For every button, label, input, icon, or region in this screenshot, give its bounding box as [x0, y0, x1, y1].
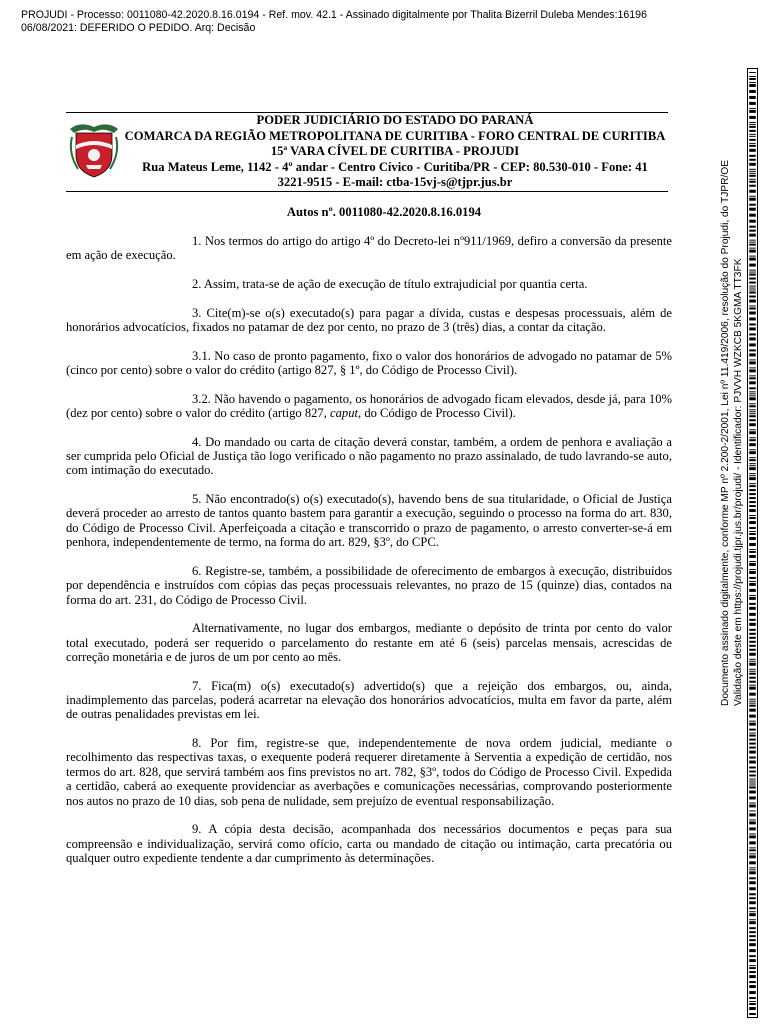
- barcode-stripe: [749, 155, 756, 157]
- barcode-stripe: [749, 292, 756, 294]
- barcode-stripe: [749, 1007, 756, 1010]
- side-line-2: Validação deste em https://projudi.tjpr.jus.br/projudi/ - Identificador: PJVVH WZKCB 5KGMA TT3FK: [732, 258, 744, 706]
- barcode-stripe: [749, 429, 756, 430]
- barcode-stripe: [749, 703, 756, 704]
- barcode-stripe: [749, 796, 756, 799]
- barcode-stripe: [749, 949, 756, 952]
- barcode-stripe: [749, 451, 756, 454]
- barcode-stripe: [749, 867, 756, 868]
- barcode-stripe: [749, 739, 756, 741]
- barcode-stripe: [749, 833, 756, 834]
- barcode-stripe: [749, 645, 756, 647]
- barcode-stripe: [749, 250, 756, 253]
- barcode-stripe: [749, 897, 756, 899]
- barcode-stripe: [749, 367, 756, 368]
- barcode-stripe: [749, 244, 756, 246]
- barcode-stripe: [749, 214, 756, 217]
- barcode-stripe: [749, 699, 756, 700]
- barcode-stripe: [749, 669, 756, 670]
- barcode-stripe: [749, 72, 756, 73]
- barcode-stripe: [749, 173, 756, 174]
- barcode-stripe: [749, 134, 756, 135]
- barcode-stripe: [749, 751, 756, 754]
- barcode-stripe: [749, 381, 756, 384]
- barcode-stripe: [749, 96, 756, 99]
- barcode-stripe: [749, 577, 756, 579]
- barcode-stripe: [749, 465, 756, 466]
- barcode-stripe: [749, 521, 756, 524]
- paragraph-text: 3.2. Não havendo o pagamento, os honorários de advogado ficam elevados, desde já, para 10% (dez por cento) sobre o valor do crédito (artigo 827,: [66, 391, 672, 420]
- barcode-stripe: [749, 841, 756, 844]
- barcode-stripe: [749, 543, 756, 546]
- barcode-stripe: [749, 290, 756, 291]
- barcode-stripe: [749, 307, 756, 309]
- barcode-stripe: [749, 343, 756, 346]
- barcode-stripe: [749, 278, 756, 280]
- barcode-stripe: [749, 270, 756, 271]
- barcode-stripe: [749, 533, 756, 535]
- barcode-stripe: [749, 861, 756, 864]
- header-line-contact: 3221-9515 - E-mail: ctba-15vj-s@tjpr.jus.br: [277, 175, 513, 190]
- barcode-stripe: [749, 729, 756, 731]
- barcode-stripe: [749, 333, 756, 335]
- barcode-stripe: [749, 877, 756, 879]
- barcode-stripe: [749, 204, 756, 206]
- barcode-stripe: [749, 855, 756, 858]
- barcode-stripe: [749, 483, 756, 484]
- barcode-stripe: [749, 145, 756, 147]
- barcode-stripe: [749, 561, 756, 562]
- barcode-stripe: [749, 943, 756, 946]
- barcode-stripe: [749, 485, 756, 487]
- header-text: [120, 113, 670, 191]
- case-number: Autos nº. 0011080-42.2020.8.16.0194: [286, 205, 482, 219]
- barcode-stripe: [749, 569, 756, 570]
- barcode-stripe: [749, 473, 756, 474]
- barcode-stripe: [749, 457, 756, 458]
- barcode-stripe: [749, 477, 756, 480]
- barcode-stripe: [749, 517, 756, 519]
- barcode-stripe: [749, 467, 756, 470]
- barcode-stripe: [749, 971, 756, 973]
- barcode-stripe: [749, 589, 756, 592]
- barcode-stripe: [749, 663, 756, 666]
- barcode-stripe: [749, 687, 756, 690]
- barcode-stripe: [749, 779, 756, 780]
- barcode-stripe: [749, 551, 756, 553]
- barcode-stripe: [749, 306, 756, 307]
- barcode-stripe: [749, 595, 756, 596]
- barcode-stripe: [749, 607, 756, 610]
- barcode-stripe: [749, 463, 756, 464]
- barcode-stripe: [749, 190, 756, 193]
- barcode-stripe: [749, 387, 756, 389]
- barcode-stripe: [749, 693, 756, 696]
- barcode-stripe: [749, 449, 756, 450]
- barcode-stripe: [749, 375, 756, 376]
- barcode-stripe: [749, 196, 756, 197]
- barcode-stripe: [749, 653, 756, 656]
- barcode-stripe: [749, 743, 756, 745]
- barcode-stripe: [749, 835, 756, 838]
- barcode-stripe: [749, 849, 756, 851]
- barcode-stripe: [749, 102, 756, 105]
- barcode-stripe: [749, 220, 756, 223]
- barcode-stripe: [749, 907, 756, 909]
- barcode-stripe: [749, 919, 756, 920]
- barcode-stripe: [749, 323, 756, 325]
- barcode-stripe: [749, 531, 756, 532]
- barcode-stripe: [749, 264, 756, 267]
- barcode-stripe: [749, 159, 756, 161]
- barcode-stripe: [749, 169, 756, 170]
- barcode-stripe: [749, 821, 756, 824]
- barcode-stripe: [749, 395, 756, 396]
- barcode-stripe: [749, 701, 756, 702]
- barcode-stripe: [749, 242, 756, 243]
- barcode-stripe: [749, 286, 756, 287]
- barcode-stripe: [749, 459, 756, 461]
- barcode-stripe: [749, 780, 756, 781]
- paragraph: 9. A cópia desta decisão, acompanhada dos necessários documentos e peças para sua compreensão e individualização, servirá como ofício, carta ou mandado de citação ou intimação, carta precatória ou qualquer outro expediente tendente a dar cumprimento às determinações.: [66, 822, 672, 866]
- barcode-stripe: [749, 274, 756, 276]
- barcode-stripe: [749, 991, 756, 994]
- barcode-stripe: [749, 509, 756, 512]
- barcode-stripe: [749, 411, 756, 412]
- barcode-stripe: [749, 110, 756, 113]
- paragraph: 8. Por fim, registre-se que, independentemente de nova ordem judicial, mediante o recolhimento das respectivas taxas, o exequente poderá requerer diretamente à Serventia a expedição de certidão, nos termos do art. 828, que servirá também aos fins previstos no art. 782, §3º, todos do Código de Processo Civil. Expedida a certidão, caberá ao exequente providenciar as averbações e comunicações necessárias, comprovando posteriormente nos autos no prazo de 10 dias, sob pena de nulidade, sem prejuízo de eventual responsabilização.: [66, 736, 672, 808]
- barcode-stripe: [749, 76, 756, 77]
- digital-signature-stamp: [21, 9, 721, 35]
- paragraph: 7. Fica(m) o(s) executado(s) advertido(s) que a rejeição dos embargos, ou, ainda, inadimplemento das parcelas, poderá acarretar na elevação dos honorários advocatícios, multa em favor da parte, além de outras penalidades previstas em lei.: [66, 678, 672, 722]
- barcode-stripe: [749, 629, 756, 631]
- barcode-icon: [747, 68, 758, 1018]
- header-line-court: PODER JUDICIÁRIO DO ESTADO DO PARANÁ: [256, 113, 534, 127]
- paragraph: 4. Do mandado ou carta de citação deverá constar, também, a ordem de penhora e avaliação a ser cumprida pelo Oficial de Justiça tão logo verificado o não pagamento no prazo assinalado, de tudo lavrando-se auto, com intimação do executado.: [66, 434, 672, 478]
- barcode-stripe: [749, 911, 756, 912]
- barcode-stripe: [749, 359, 756, 360]
- barcode-stripe: [749, 116, 756, 119]
- barcode-stripe: [749, 489, 756, 491]
- paragraph: 5. Não encontrado(s) o(s) executado(s), havendo bens de sua titularidade, o Oficial de Justiça deverá proceder ao arresto de tantos quanto bastem para garantir a execução, seguindo o processo na forma do art. 830, do Código de Processo Civil. Aperfeiçoada a citação e transcorrido o prazo de pagamento, o arresto converter-se-á em penhora, independentemente de termo, na forma do art. 829, §3º, do CPC.: [66, 492, 672, 550]
- barcode-stripe: [749, 185, 756, 187]
- barcode-stripe: [749, 881, 756, 884]
- barcode-stripe: [749, 181, 756, 183]
- barcode-stripe: [749, 767, 756, 769]
- barcode-stripe: [749, 901, 756, 904]
- barcode-stripe: [749, 423, 756, 426]
- barcode-stripe: [749, 705, 756, 707]
- barcode-stripe: [749, 959, 756, 962]
- barcode-stripe: [749, 661, 756, 662]
- barcode-stripe: [749, 893, 756, 895]
- barcode-stripe: [749, 571, 756, 574]
- barcode-stripe: [749, 802, 756, 803]
- barcode-stripe: [749, 405, 756, 407]
- barcode-stripe: [749, 327, 756, 330]
- barcode-stripe: [749, 240, 756, 241]
- barcode-stripe: [749, 256, 756, 257]
- barcode-stripe: [749, 527, 756, 529]
- barcode-stripe: [749, 813, 756, 816]
- stamp-line-2: 06/08/2021: DEFERIDO O PEDIDO. Arq: Decisão: [21, 22, 256, 34]
- italic-term: caput: [330, 406, 359, 420]
- barcode-stripe: [749, 784, 756, 785]
- barcode-stripe: [749, 439, 756, 441]
- barcode-stripe: [749, 296, 756, 298]
- barcode-stripe: [749, 673, 756, 675]
- barcode-stripe: [749, 721, 756, 722]
- barcode-stripe: [749, 761, 756, 764]
- barcode-stripe: [749, 563, 756, 566]
- barcode-stripe: [749, 493, 756, 495]
- barcode-stripe: [749, 272, 756, 273]
- barcode-stripe: [749, 317, 756, 320]
- barcode-stripe: [749, 475, 756, 476]
- barcode-stripe: [749, 143, 756, 144]
- barcode-stripe: [749, 353, 756, 356]
- barcode-stripe: [749, 709, 756, 712]
- header-line-vara: 15ª VARA CÍVEL DE CURITIBA - PROJUDI: [270, 144, 520, 159]
- barcode-stripe: [749, 997, 756, 999]
- barcode-stripe: [749, 369, 756, 372]
- barcode-stripe: [749, 108, 756, 109]
- barcode-stripe: [749, 827, 756, 830]
- barcode-stripe: [749, 887, 756, 890]
- barcode-stripe: [749, 208, 756, 211]
- barcode-stripe: [749, 619, 756, 621]
- barcode-stripe: [749, 501, 756, 503]
- barcode-stripe: [749, 149, 756, 152]
- decision-body: [66, 234, 672, 880]
- barcode-stripe: [749, 136, 756, 137]
- barcode-stripe: [749, 649, 756, 651]
- barcode-stripe: [749, 757, 756, 759]
- barcode-stripe: [749, 397, 756, 400]
- barcode-stripe: [749, 413, 756, 414]
- paragraph: 3.1. No caso de pronto pagamento, fixo o valor dos honorários de advogado no patamar de 5% (cinco por cento) sobre o valor do crédito (artigo 827, § 1º, do Código de Processo Civil).: [66, 348, 672, 377]
- barcode-stripe: [749, 871, 756, 874]
- barcode-stripe: [749, 555, 756, 558]
- parana-coat-of-arms-icon: [66, 119, 122, 181]
- barcode-stripe: [749, 782, 756, 783]
- barcode-stripe: [749, 935, 756, 937]
- barcode-stripe: [749, 549, 756, 550]
- barcode-stripe: [749, 804, 756, 807]
- barcode-stripe: [749, 931, 756, 933]
- barcode-stripe: [749, 361, 756, 364]
- barcode-stripe: [749, 965, 756, 966]
- barcode-stripe: [749, 431, 756, 434]
- barcode-stripe: [749, 497, 756, 499]
- barcode-stripe: [749, 853, 756, 854]
- barcode-stripe: [749, 735, 756, 737]
- barcode-stripe: [749, 1003, 756, 1005]
- barcode-stripe: [749, 139, 756, 141]
- barcode-stripe: [749, 733, 756, 734]
- barcode-stripe: [749, 403, 756, 404]
- barcode-stripe: [749, 790, 756, 793]
- barcode-stripe: [749, 771, 756, 773]
- barcode-stripe: [749, 913, 756, 916]
- barcode-stripe: [749, 175, 756, 177]
- barcode-stripe: [749, 84, 756, 87]
- paragraph: 1. Nos termos do artigo do artigo 4º do Decreto-lei nº911/1969, defiro a conversão da presente em ação de execução.: [66, 234, 672, 263]
- barcode-stripe: [749, 939, 756, 941]
- paragraph: 3. Cite(m)-se o(s) executado(s) para pagar a dívida, custas e despesas processuais, além de honorários advocatícios, fixados no patamar de dez por cento, no prazo de 3 (três) dias, a contar da citação.: [66, 305, 672, 334]
- header-line-comarca: COMARCA DA REGIÃO METROPOLITANA DE CURITIBA - FORO CENTRAL DE CURITIBA: [124, 128, 666, 143]
- paragraph: [66, 392, 672, 421]
- header-line-address: Rua Mateus Leme, 1142 - 4º andar - Centro Cívico - Curitiba/PR - CEP: 80.530-010 - Fone: 41: [142, 159, 648, 174]
- barcode-stripe: [749, 623, 756, 626]
- barcode-stripe: [749, 659, 756, 660]
- barcode-stripe: [749, 505, 756, 507]
- validation-side-text: [720, 68, 746, 1018]
- barcode-stripe: [749, 130, 756, 132]
- barcode-stripe: [749, 171, 756, 172]
- barcode-stripe: [749, 819, 756, 820]
- paragraph-text: , do Código de Processo Civil).: [358, 406, 516, 420]
- barcode-stripe: [749, 985, 756, 988]
- barcode-stripe: [749, 641, 756, 643]
- barcode-stripe: [749, 248, 756, 249]
- barcode-stripe: [749, 537, 756, 540]
- barcode-stripe: [749, 603, 756, 605]
- barcode-stripe: [749, 515, 756, 516]
- barcode-stripe: [749, 393, 756, 394]
- barcode-stripe: [749, 300, 756, 303]
- barcode-stripe: [749, 671, 756, 672]
- barcode-stripe: [749, 230, 756, 232]
- barcode-stripe: [749, 311, 756, 314]
- barcode-stripe: [749, 597, 756, 600]
- barcode-stripe: [749, 633, 756, 635]
- barcode-stripe: [749, 581, 756, 582]
- barcode-stripe: [749, 415, 756, 417]
- barcode-stripe: [749, 869, 756, 870]
- barcode-stripe: [749, 377, 756, 379]
- paragraph: Alternativamente, no lugar dos embargos, mediante o depósito de trinta por cento do valor total executado, poderá ser requerido o parcelamento do restante em até 6 (seis) parcelas mensais, acrescidas de correção monetária e de juros de um por cento ao mês.: [66, 621, 672, 665]
- barcode-stripe: [749, 775, 756, 777]
- paragraph: 6. Registre-se, também, a possibilidade de oferecimento de embargos à execução, distribuídos por dependência e instruídos com cópias das peças processuais relevantes, no prazo de 15 (quinze) dias, contados na forma do art. 231, do Código de Processo Civil.: [66, 563, 672, 607]
- barcode-stripe: [749, 198, 756, 201]
- barcode-stripe: [749, 419, 756, 421]
- barcode-stripe: [749, 443, 756, 446]
- barcode-stripe: [749, 583, 756, 586]
- barcode-stripe: [749, 955, 756, 957]
- barcode-stripe: [749, 126, 756, 128]
- barcode-stripe: [749, 349, 756, 351]
- barcode-stripe: [749, 927, 756, 929]
- barcode-stripe: [749, 681, 756, 683]
- barcode-stripe: [749, 391, 756, 392]
- barcode-stripe: [749, 637, 756, 639]
- barcode-stripe: [749, 90, 756, 93]
- barcode-stripe: [749, 179, 756, 180]
- barcode-stripe: [749, 921, 756, 924]
- barcode-stripe: [749, 677, 756, 679]
- barcode-stripe: [749, 975, 756, 978]
- barcode-stripe: [749, 847, 756, 848]
- stamp-line-1: PROJUDI - Processo: 0011080-42.2020.8.16.0194 - Ref. mov. 42.1 - Assinado digitalmente por Thalita Bizerril Duleba Mendes:16196: [21, 9, 647, 21]
- barcode-stripe: [749, 409, 756, 410]
- side-line-1: Documento assinado digitalmente, conforme MP nº 2.200-2/2001, Lei nº 11.419/2006, resolução do Projudi, do TJPR/OE: [720, 159, 731, 706]
- barcode-stripe: [749, 226, 756, 228]
- barcode-stripe: [749, 723, 756, 726]
- barcode-stripe: [749, 288, 756, 289]
- barcode-stripe: [749, 613, 756, 616]
- barcode-stripe: [749, 810, 756, 811]
- barcode-stripe: [749, 1013, 756, 1015]
- barcode-stripe: [749, 337, 756, 340]
- court-header: [66, 112, 668, 192]
- barcode-stripe: [749, 747, 756, 749]
- barcode-stripe: [749, 234, 756, 237]
- barcode-stripe: [749, 437, 756, 438]
- barcode-stripe: [749, 786, 756, 788]
- barcode-stripe: [749, 1001, 756, 1002]
- barcode-stripe: [749, 258, 756, 261]
- barcode-stripe: [749, 82, 756, 83]
- barcode-stripe: [749, 163, 756, 166]
- barcode-stripe: [749, 967, 756, 969]
- barcode-stripe: [749, 685, 756, 686]
- barcode-stripe: [749, 122, 756, 123]
- barcode-stripe: [749, 715, 756, 718]
- barcode-stripe: [749, 124, 756, 125]
- barcode-stripe: [749, 78, 756, 80]
- barcode-stripe: [749, 282, 756, 284]
- barcode-stripe: [749, 981, 756, 983]
- paragraph: 2. Assim, trata-se de ação de execução de título extrajudicial por quantia certa.: [192, 277, 588, 291]
